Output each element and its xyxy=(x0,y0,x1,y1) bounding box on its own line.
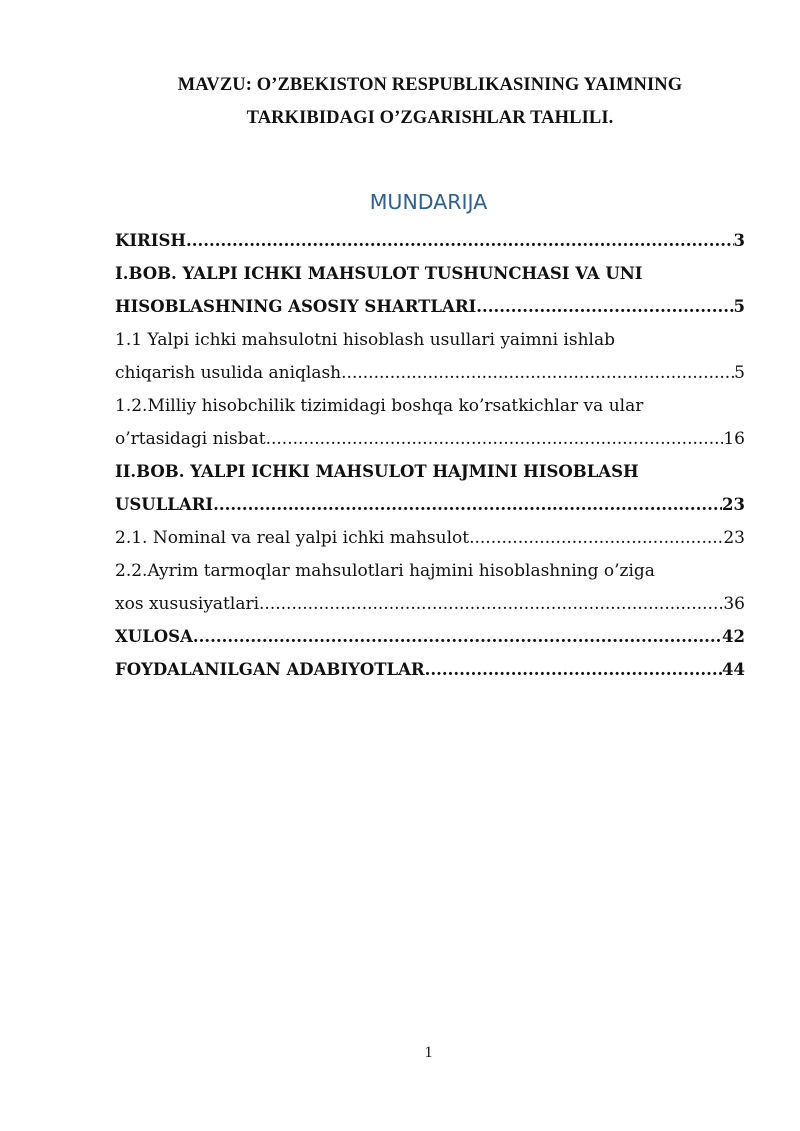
toc-entry-page: 42 xyxy=(722,627,745,646)
dot-leader xyxy=(193,624,722,650)
toc-entry-page: 36 xyxy=(723,594,745,614)
page-number: 1 xyxy=(424,1044,433,1061)
toc-entry-1-2[interactable] xyxy=(115,426,745,452)
toc-entry-text: xos xususiyatlari xyxy=(115,594,260,614)
toc-entry-page: 23 xyxy=(723,528,745,548)
toc-entry-adabiyotlar[interactable] xyxy=(115,657,745,683)
dot-leader xyxy=(186,228,734,254)
toc-entry-text: HISOBLASHNING ASOSIY SHARTLARI xyxy=(115,297,477,316)
toc-entry-text: chiqarish usulida aniqlash xyxy=(115,363,342,383)
toc-entry-page: 23 xyxy=(722,495,745,514)
dot-leader xyxy=(341,360,734,386)
toc-entry-page: 5 xyxy=(734,363,745,383)
toc-entry-bob1-line1[interactable]: I.BOB. YALPI ICHKI MAHSULOT TUSHUNCHASI VA UNI xyxy=(115,264,643,283)
toc-entry-page: 16 xyxy=(723,429,745,449)
toc-entry-text: 2.1. Nominal va real yalpi ichki mahsulot xyxy=(115,528,470,548)
dot-leader xyxy=(266,426,724,452)
toc-entry-2-2-line1[interactable]: 2.2.Ayrim tarmoqlar mahsulotlari hajmini hisoblashning o’ziga xyxy=(115,561,655,581)
toc-entry-kirish[interactable] xyxy=(115,228,745,254)
toc-entry-1-2-line1[interactable]: 1.2.Milliy hisobchilik tizimidagi boshqa ko’rsatkichlar va ular xyxy=(115,396,644,416)
toc-entry-text: FOYDALANILGAN ADABIYOTLAR xyxy=(115,660,425,679)
toc-entry-bob1[interactable] xyxy=(115,294,745,320)
title-line-2: TARKIBIDAGI O’ZGARISHLAR TAHLILI. xyxy=(246,108,614,128)
title-line-1: MAVZU: O’ZBEKISTON RESPUBLIKASINING YAIMNING xyxy=(177,75,683,95)
toc-entry-bob2-line1[interactable]: II.BOB. YALPI ICHKI MAHSULOT HAJMINI HISOBLASH xyxy=(115,462,639,481)
toc-entry-page: 5 xyxy=(733,297,745,316)
dot-leader xyxy=(425,657,722,683)
toc-entry-page: 44 xyxy=(722,660,745,679)
toc-heading: MUNDARIJA xyxy=(369,190,488,214)
toc-entry-2-2[interactable] xyxy=(115,591,745,617)
toc-entry-text: KIRISH xyxy=(115,231,186,250)
toc-entry-xulosa[interactable] xyxy=(115,624,745,650)
toc-entry-text: USULLARI xyxy=(115,495,214,514)
toc-entry-page: 3 xyxy=(733,231,745,250)
dot-leader xyxy=(469,525,723,551)
dot-leader xyxy=(259,591,723,617)
toc-entry-1-1-line1[interactable]: 1.1 Yalpi ichki mahsulotni hisoblash usullari yaimni ishlab xyxy=(115,330,615,350)
toc-entry-1-1[interactable] xyxy=(115,360,745,386)
toc-entry-bob2[interactable] xyxy=(115,492,745,518)
toc-entry-text: XULOSA xyxy=(115,627,193,646)
dot-leader xyxy=(213,492,722,518)
toc-entry-2-1[interactable] xyxy=(115,525,745,551)
dot-leader xyxy=(476,294,733,320)
toc-entry-text: o’rtasidagi nisbat xyxy=(115,429,266,449)
